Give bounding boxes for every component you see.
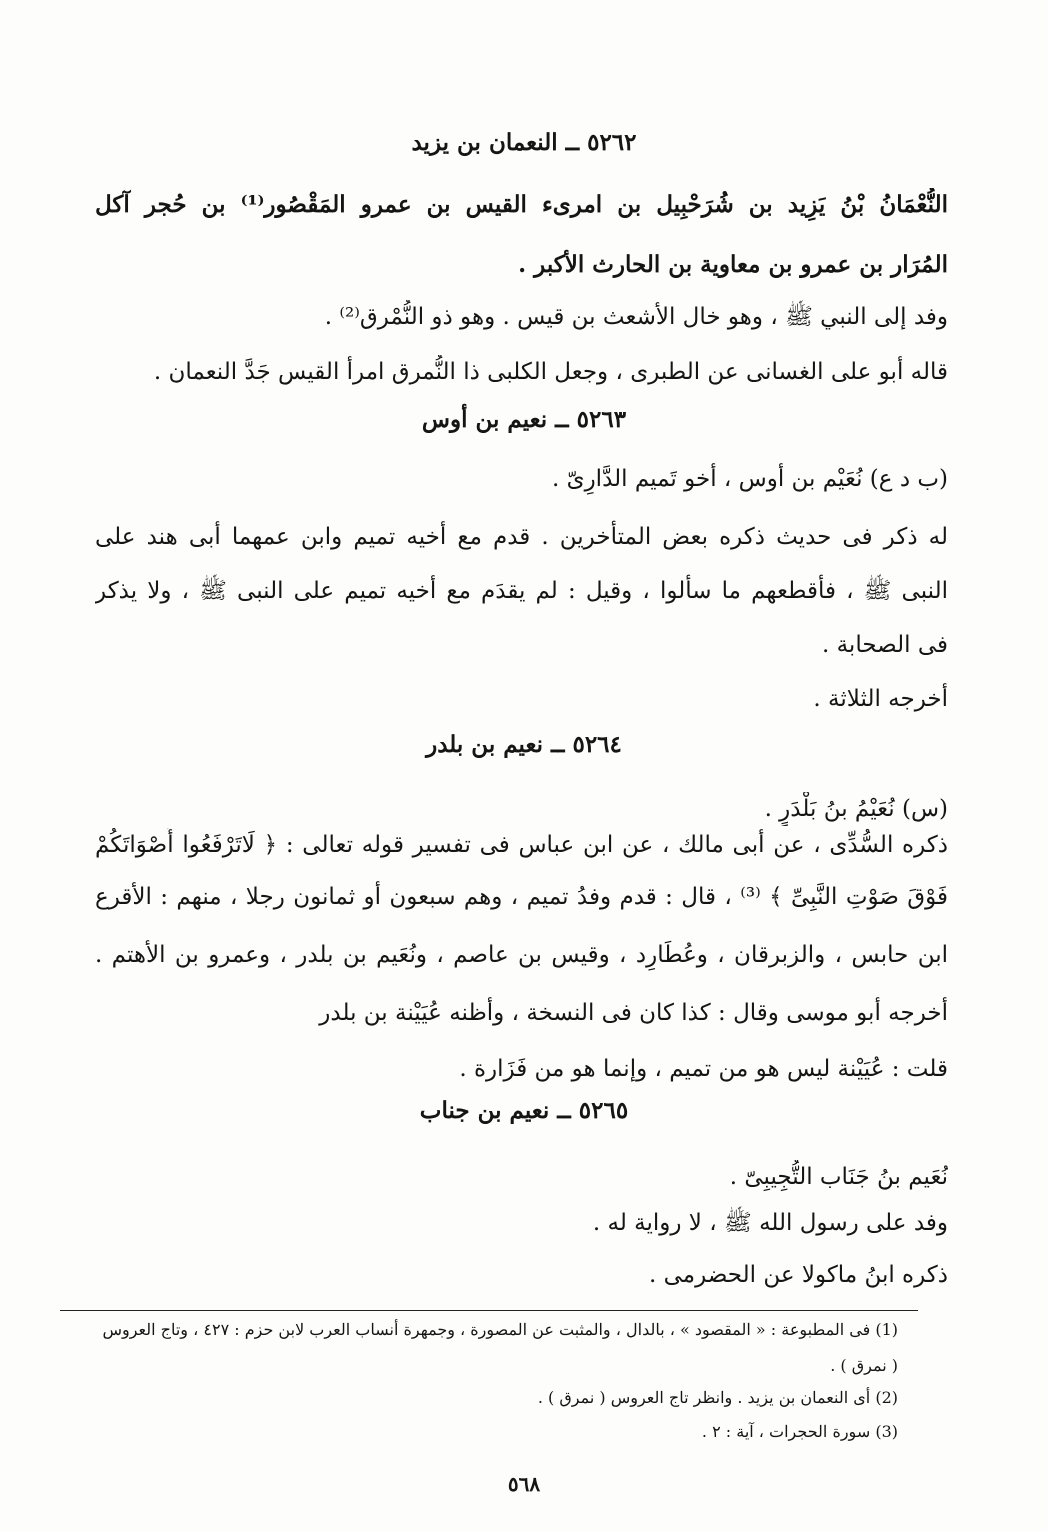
footnote: ( نمرق ) . xyxy=(830,1356,898,1375)
footnote: (2) أى النعمان بن يزيد . وانظر تاج العروس ( نمرق ) . xyxy=(537,1388,898,1407)
entry-heading: ٥٢٦٢ ــ النعمان بن يزيد xyxy=(411,129,637,156)
page-number: ٥٦٨ xyxy=(507,1472,541,1496)
entry-heading: ٥٢٦٣ ــ نعيم بن أوس xyxy=(421,406,627,433)
entry-text-line: وفد على رسول الله ﷺ ، لا رواية له . xyxy=(592,1210,948,1236)
entry-text-line: (ب د ع) نُعَيْم بن أوس ، أخو تَميم الدَّارِىّ . xyxy=(551,466,948,492)
footnote: (3) سورة الحجرات ، آية : ٢ . xyxy=(701,1422,898,1441)
entry-text-line: له ذكر فى حديث ذكره بعض المتأخرين . قدم مع أخيه تميم وابن عمهما أبى هند على xyxy=(95,524,948,550)
entry-text-line: فَوْقَ صَوْتِ النَّبِىِّ ﴾ ⁽³⁾ ، قال : قدم وفدُ تميم ، وهم سبعون أو ثمانون رجلا ، منهم : الأقرع xyxy=(95,884,948,910)
entry-text-line: نُعَيم بنُ جَنَاب التُّجِيبِىّ . xyxy=(729,1164,948,1190)
entry-text-line: المُرَار بن عمرو بن معاوية بن الحارث الأكبر . xyxy=(518,251,948,278)
entry-text-line: وفد إلى النبي ﷺ ، وهو خال الأشعث بن قيس . وهو ذو النُّمْرق⁽²⁾ . xyxy=(324,304,948,330)
entry-text-line: ذكره ابنُ ماكولا عن الحضرمى . xyxy=(649,1262,948,1288)
entry-text-line: قلت : عُيَيْنة ليس هو من تميم ، وإنما هو من فَزَارة . xyxy=(459,1056,948,1082)
footnote-divider xyxy=(60,1310,918,1311)
entry-text-line: قاله أبو على الغسانى عن الطبرى ، وجعل الكلبى ذا النُّمرق امرأ القيس جَدَّ النعمان . xyxy=(153,359,948,385)
entry-text-line: ابن حابس ، والزبرقان ، وعُطَارِد ، وقيس بن عاصم ، ونُعَيم بن بلدر ، وعمرو بن الأهتم . xyxy=(95,942,948,968)
entry-text-line: فى الصحابة . xyxy=(821,632,948,658)
footnote: (1) فى المطبوعة : « المقصود » ، بالدال ، والمثبت عن المصورة ، وجمهرة أنساب العرب لابن حزم : ٤٢٧ ، وتاج العروس xyxy=(102,1320,898,1339)
entry-heading: ٥٢٦٥ ــ نعيم بن جناب xyxy=(419,1097,629,1124)
entry-text-line: أخرجه الثلاثة . xyxy=(813,686,948,712)
entry-text-line: النُّعْمَانُ بْنُ يَزِيد بن شُرَحْبِيل بن امرىء القيس بن عمرو المَقْصُور⁽¹⁾ بن حُجر آكل xyxy=(95,191,948,218)
entry-text-line: النبى ﷺ ، فأقطعهم ما سألوا ، وقيل : لم يقدَم مع أخيه تميم على النبى ﷺ ، ولا يذكر xyxy=(95,578,948,604)
entry-text-line: أخرجه أبو موسى وقال : كذا كان فى النسخة ، وأظنه عُيَيْنة بن بلدر xyxy=(319,1000,948,1026)
entry-text-line: (س) نُعَيْمُ بنُ بَلْدَرٍ . xyxy=(764,796,948,822)
entry-text-line: ذكره السُّدِّى ، عن أبى مالك ، عن ابن عباس فى تفسير قوله تعالى : ﴿ لَاتَرْفَعُوا أَصْوَاتَكُمْ xyxy=(95,832,948,858)
entry-heading: ٥٢٦٤ ــ نعيم بن بلدر xyxy=(426,731,622,758)
